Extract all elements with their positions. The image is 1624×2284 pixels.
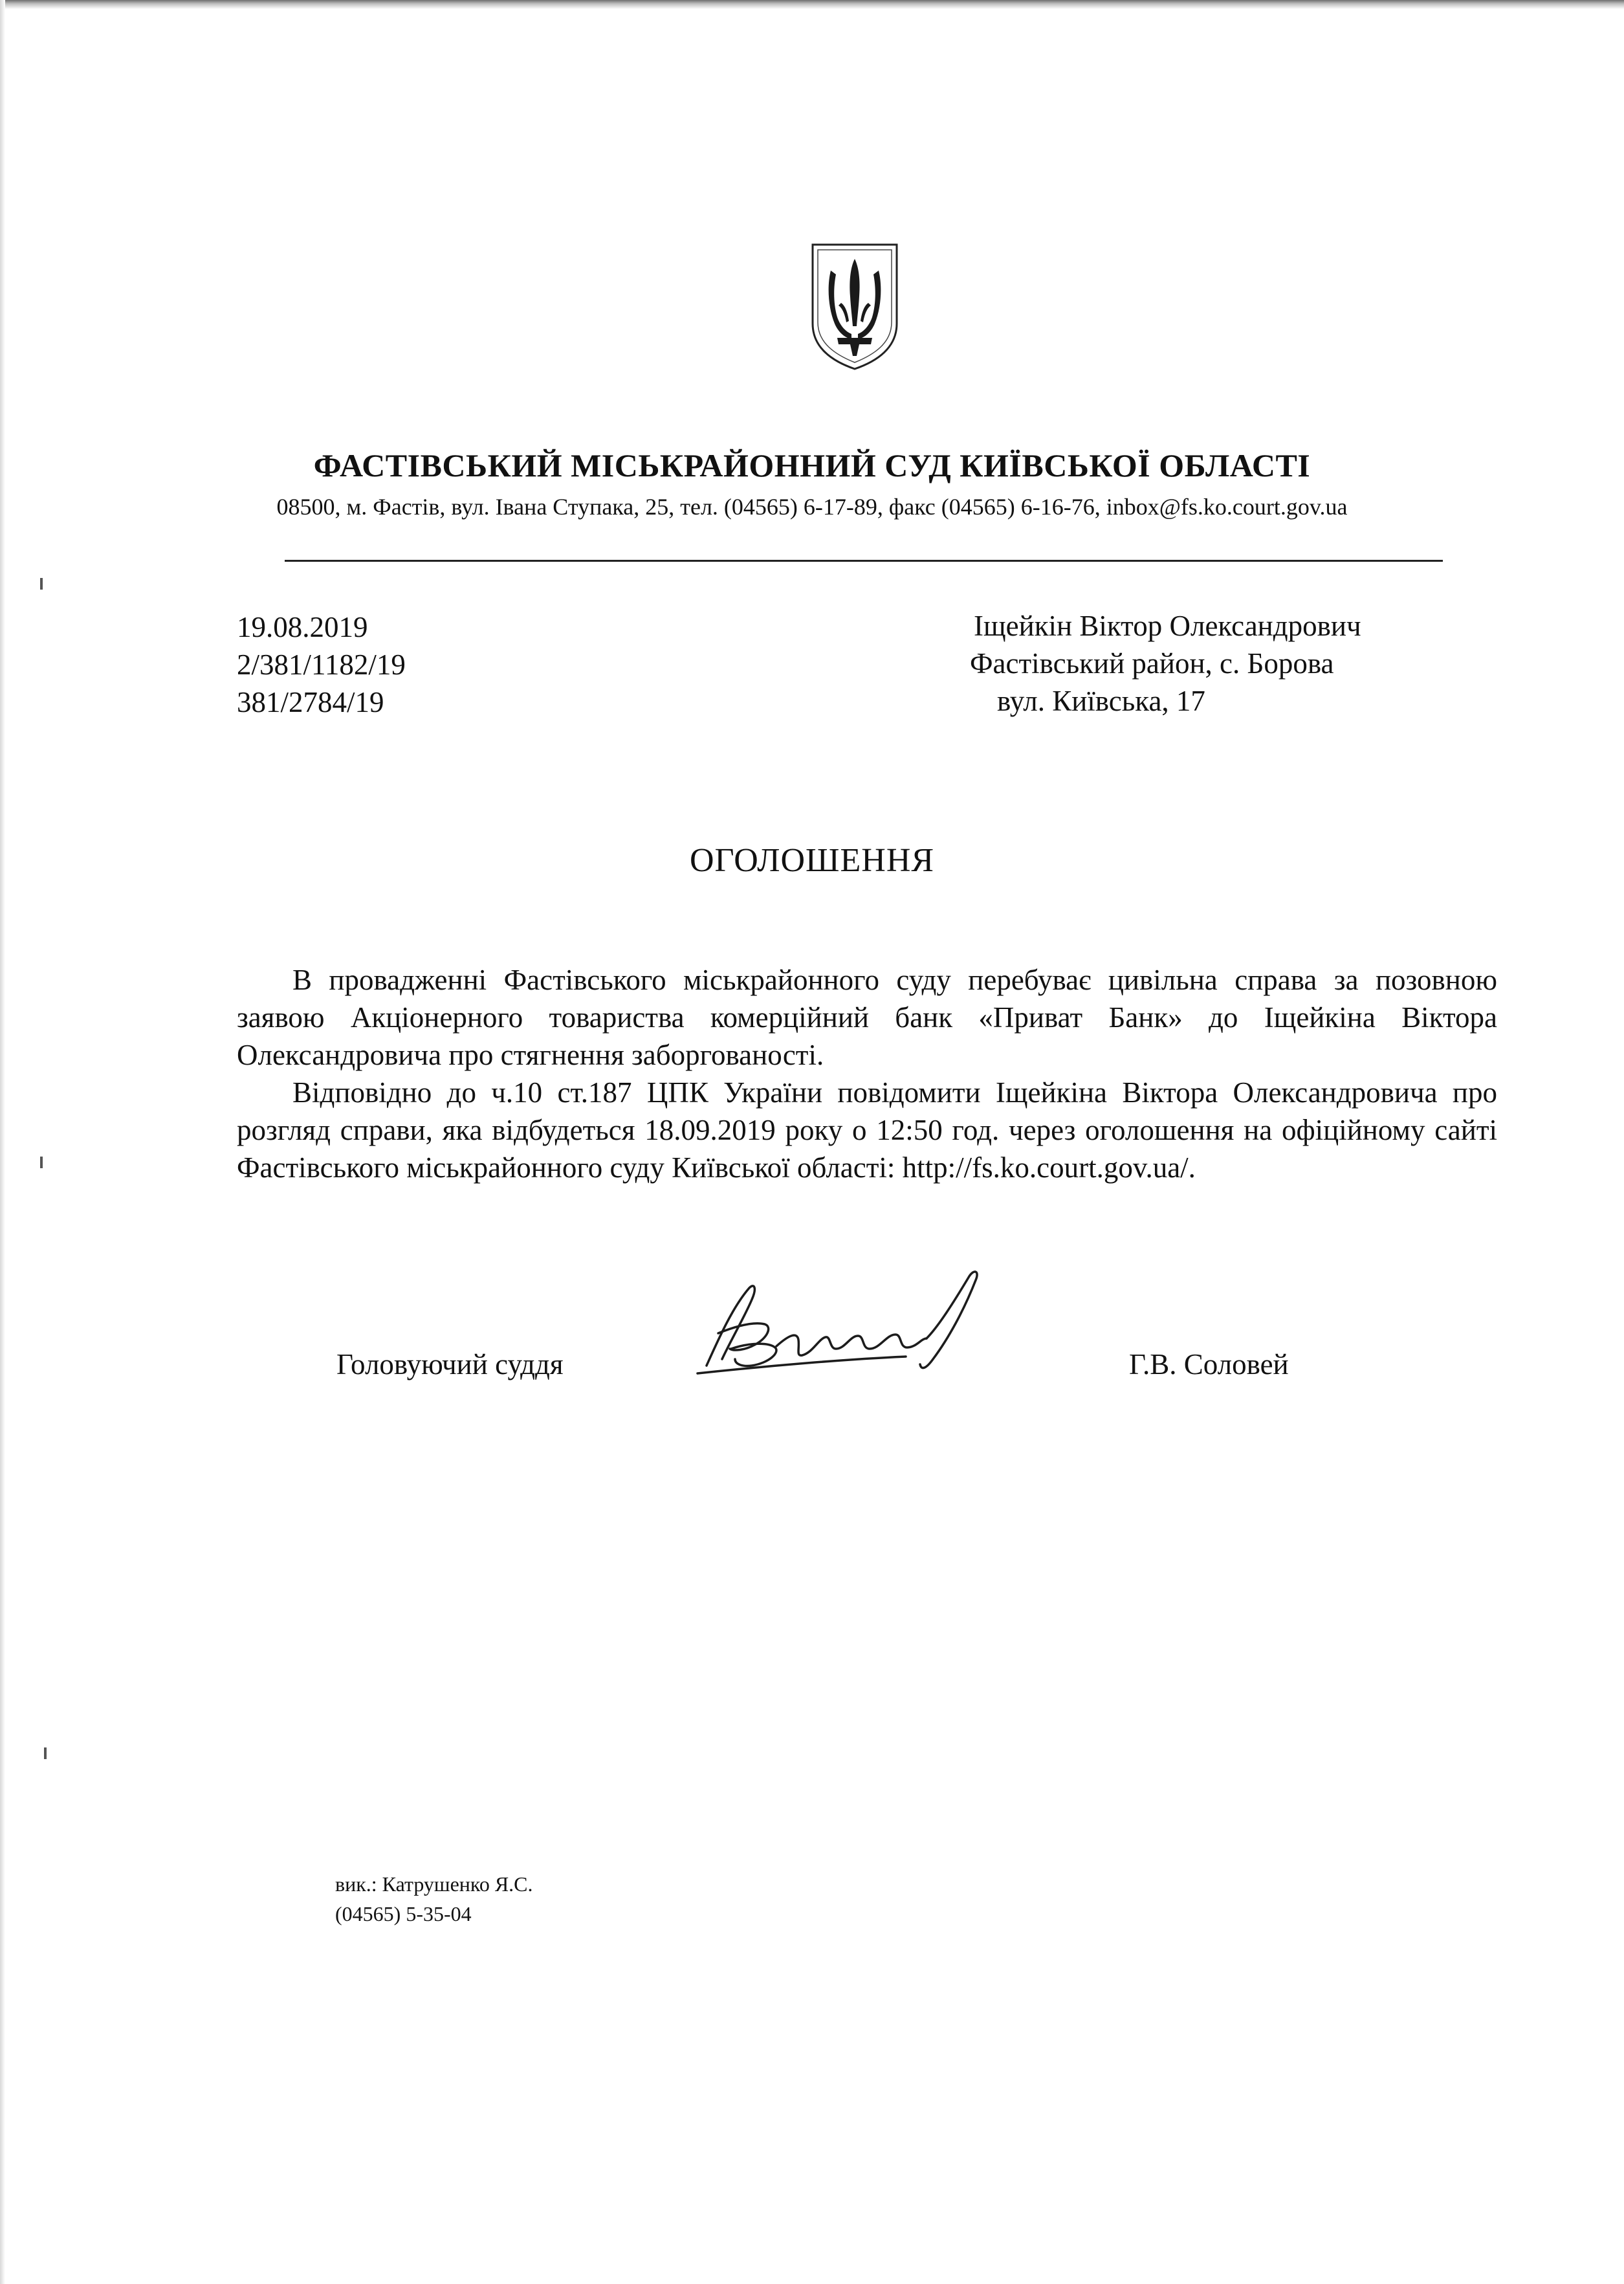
case-number-2: 381/2784/19 (237, 686, 384, 718)
case-number-1: 2/381/1182/19 (237, 649, 406, 681)
court-address: 08500, м. Фастів, вул. Івана Ступака, 25, тел. (04565) 6-17-89, факс (04565) 6-16-76, inbox@fs.ko.court.gov.ua (276, 494, 1348, 520)
addressee-name: Іщейкін Віктор Олександрович (974, 610, 1361, 642)
body-paragraph-2: Відповідно до ч.10 ст.187 ЦПК України повідомити Іщейкіна Віктора Олександровича про розгляд справи, яка відбудеться 18.09.2019 року о 12:50 год. через оголошення на офіційному сайті Фастівського міськрайонного суду Київської області: http://fs.ko.court.gov.ua/. (237, 1076, 1497, 1184)
body-paragraph-1: В провадженні Фастівського міськрайонного суду перебуває цивільна справа за позовною заявою Акціонерного товариства комерційний банк «Приват Банк» до Іщейкіна Віктора Олександровича про стягнення заборгованості. (237, 964, 1497, 1071)
executor-block (335, 1869, 533, 1929)
addressee-block (970, 607, 1361, 720)
court-name: ФАСТІВСЬКИЙ МІСЬКРАЙОННИЙ СУД КИЇВСЬКОЇ ОБЛАСТІ (313, 447, 1311, 483)
judge-name: Г.В. Соловей (1129, 1348, 1289, 1380)
executor-phone: (04565) 5-35-04 (335, 1902, 472, 1925)
document-meta (237, 608, 406, 721)
document-body (237, 961, 1497, 1186)
judge-title: Головуючий суддя (336, 1348, 564, 1380)
scan-speck (44, 1747, 47, 1759)
document-title: ОГОЛОШЕННЯ (689, 842, 935, 879)
addressee-district: Фастівський район, с. Борова (970, 647, 1334, 680)
executor-name: вик.: Катрушенко Я.С. (335, 1872, 533, 1896)
trident-coat-of-arms-icon (809, 241, 901, 371)
scan-speck (40, 578, 43, 590)
handwritten-signature-icon (692, 1262, 996, 1379)
header-divider (285, 560, 1443, 562)
scan-edge-left (0, 0, 5, 2284)
scan-edge-top (0, 0, 1624, 9)
scan-speck (40, 1157, 43, 1168)
document-date: 19.08.2019 (237, 611, 368, 643)
addressee-street: вул. Київська, 17 (997, 685, 1205, 717)
